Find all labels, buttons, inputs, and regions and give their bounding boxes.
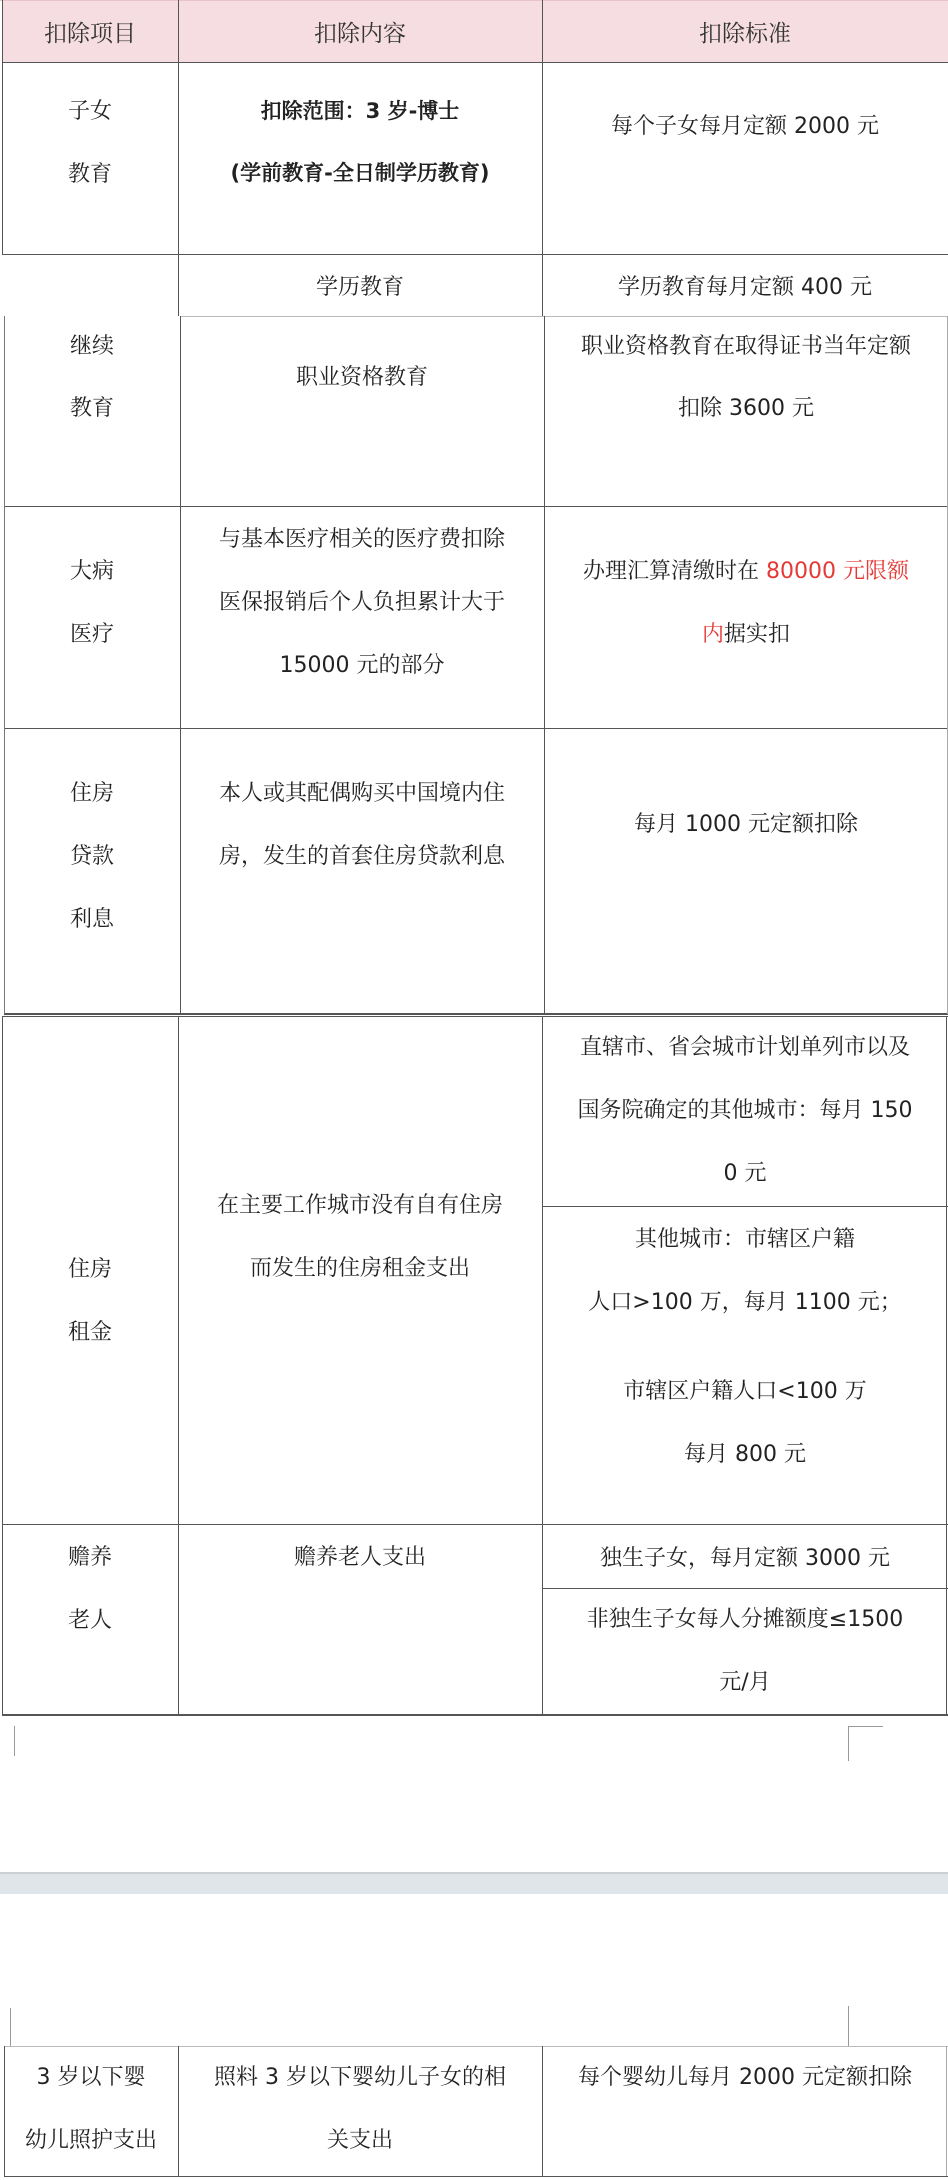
elderly-standard-non-only-child bbox=[542, 1588, 948, 1714]
children-edu-content bbox=[178, 62, 542, 254]
grid-line bbox=[2, 1524, 948, 1525]
continuing-edu-degree-standard-text: 学历教育每月定额 400 元 bbox=[618, 274, 872, 300]
infant-item-line1: 3 岁以下婴 bbox=[36, 2065, 146, 2090]
grid-line bbox=[0, 0, 948, 1]
children-edu-item-line1: 子女 bbox=[67, 99, 112, 124]
grid-line bbox=[4, 728, 948, 729]
children-edu-standard bbox=[542, 62, 948, 254]
medical-standard-line2 bbox=[702, 603, 790, 666]
rent-standard-tier1-line3: 0 元 bbox=[723, 1161, 767, 1186]
medical-standard bbox=[544, 506, 948, 728]
grid-line bbox=[4, 2046, 5, 2176]
medical-content-line1: 与基本医疗相关的医疗费扣除 bbox=[218, 527, 505, 552]
grid-line bbox=[2, 1714, 948, 1716]
grid-line bbox=[4, 316, 5, 1014]
header-col-content bbox=[178, 0, 542, 62]
medical-standard-limit: 80000 元限额 bbox=[766, 559, 909, 584]
infant-content-line1: 照料 3 岁以下婴幼儿子女的相 bbox=[214, 2065, 506, 2090]
grid-line bbox=[542, 0, 543, 316]
infant-item bbox=[4, 2046, 178, 2176]
grid-line bbox=[2, 1016, 948, 1017]
mortgage-content-line2: 房，发生的首套住房贷款利息 bbox=[218, 844, 505, 869]
grid-line bbox=[180, 316, 948, 317]
rent-standard-tier1-line2: 国务院确定的其他城市：每月 150 bbox=[577, 1098, 913, 1123]
continuing-edu-item bbox=[4, 316, 180, 506]
grid-line bbox=[2, 62, 948, 63]
mortgage-content bbox=[180, 728, 544, 1014]
grid-line bbox=[542, 1016, 543, 1716]
children-edu-scope-detail: (学前教育-全日制学历教育) bbox=[230, 161, 490, 185]
grid-line bbox=[178, 0, 179, 316]
mortgage-content-line1: 本人或其配偶购买中国境内住 bbox=[218, 781, 505, 806]
rent-standard-tier1-line1: 直辖市、省会城市计划单列市以及 bbox=[579, 1035, 910, 1060]
page-corner-mark bbox=[848, 1726, 883, 1761]
elderly-item-line2: 老人 bbox=[67, 1608, 112, 1633]
medical-item bbox=[4, 506, 180, 728]
grid-line bbox=[2, 0, 3, 254]
medical-content bbox=[180, 506, 544, 728]
grid-line bbox=[2, 254, 948, 255]
rent-standard-tier2-line3: 市辖区户籍人口<100 万 bbox=[623, 1379, 867, 1404]
page-break-band bbox=[0, 1872, 948, 1894]
continuing-edu-item-line2: 教育 bbox=[69, 396, 114, 421]
elderly-item-line1: 赡养 bbox=[67, 1545, 112, 1570]
rent-content-line1: 在主要工作城市没有自有住房 bbox=[216, 1193, 503, 1218]
grid-line bbox=[946, 2046, 947, 2176]
grid-line bbox=[178, 2046, 179, 2176]
medical-standard-line2-post: 据实扣 bbox=[724, 622, 791, 647]
elderly-standard-non-only-line2: 元/月 bbox=[719, 1670, 771, 1695]
infant-content bbox=[178, 2046, 542, 2176]
grid-line bbox=[2, 1016, 3, 1716]
rent-standard-tier2-line2: 人口>100 万，每月 1100 元； bbox=[588, 1290, 902, 1315]
elderly-item bbox=[2, 1524, 178, 1714]
elderly-standard-only-child bbox=[542, 1524, 948, 1588]
continuing-edu-degree-content bbox=[178, 254, 542, 316]
children-edu-scope: 扣除范围：3 岁-博士 bbox=[260, 99, 460, 123]
children-edu-standard-text: 每个子女每月定额 2000 元 bbox=[611, 114, 879, 139]
grid-line bbox=[4, 2176, 948, 2177]
medical-standard-line2-red: 内 bbox=[701, 622, 724, 647]
page-corner-mark bbox=[848, 2006, 883, 2047]
grid-line bbox=[542, 1588, 948, 1589]
children-edu-item-line2: 教育 bbox=[67, 162, 112, 187]
rent-content-line2: 而发生的住房租金支出 bbox=[249, 1256, 470, 1281]
continuing-edu-vocational-standard bbox=[544, 316, 948, 506]
continuing-edu-vocational-standard-line1: 职业资格教育在取得证书当年定额 bbox=[580, 334, 911, 359]
elderly-standard-non-only-line1: 非独生子女每人分摊额度≤1500 bbox=[586, 1607, 904, 1632]
rent-content bbox=[178, 1016, 542, 1524]
mortgage-item-line3: 利息 bbox=[69, 907, 114, 932]
grid-line bbox=[180, 316, 181, 1014]
header-col-item bbox=[2, 0, 178, 62]
grid-line bbox=[544, 316, 545, 1014]
header-col-standard bbox=[542, 0, 948, 62]
continuing-edu-vocational-label: 职业资格教育 bbox=[295, 365, 428, 390]
elderly-content bbox=[178, 1524, 542, 1714]
header-item-label: 扣除项目 bbox=[44, 20, 136, 47]
grid-line bbox=[946, 1016, 947, 1716]
infant-item-line2: 幼儿照护支出 bbox=[24, 2128, 157, 2153]
header-content-label: 扣除内容 bbox=[314, 20, 406, 47]
rent-item bbox=[2, 1016, 178, 1524]
grid-line bbox=[4, 506, 948, 507]
header-standard-label: 扣除标准 bbox=[699, 20, 791, 47]
continuing-edu-vocational-content bbox=[180, 316, 544, 506]
mortgage-item-line1: 住房 bbox=[69, 781, 114, 806]
mortgage-item bbox=[4, 728, 180, 1014]
medical-content-line3: 15000 元的部分 bbox=[279, 653, 445, 678]
continuing-edu-vocational-standard-line2: 扣除 3600 元 bbox=[678, 396, 814, 421]
rent-item-line1: 住房 bbox=[67, 1257, 112, 1282]
grid-line bbox=[4, 1013, 948, 1015]
infant-standard bbox=[542, 2046, 948, 2176]
medical-standard-line1 bbox=[583, 540, 909, 603]
grid-line bbox=[542, 2046, 543, 2176]
infant-content-line2: 关支出 bbox=[326, 2128, 393, 2153]
mortgage-standard: 每月 1000 元定额扣除 bbox=[634, 812, 858, 837]
grid-line bbox=[4, 2046, 948, 2047]
infant-standard-text: 每个婴幼儿每月 2000 元定额扣除 bbox=[578, 2065, 912, 2090]
children-edu-item bbox=[2, 62, 178, 254]
medical-item-line2: 医疗 bbox=[69, 622, 114, 647]
rent-standard-tier2-line1: 其他城市：市辖区户籍 bbox=[634, 1227, 855, 1252]
grid-line bbox=[542, 1206, 948, 1207]
elderly-standard-only-child-text: 独生子女，每月定额 3000 元 bbox=[600, 1545, 890, 1571]
rent-standard-tier2 bbox=[542, 1206, 948, 1524]
medical-content-line2: 医保报销后个人负担累计大于 bbox=[218, 590, 505, 615]
page-corner-mark bbox=[4, 1726, 15, 1756]
mortgage-item-line2: 贷款 bbox=[69, 844, 114, 869]
medical-item-line1: 大病 bbox=[69, 559, 114, 584]
rent-standard-tier1 bbox=[542, 1016, 948, 1206]
rent-item-line2: 租金 bbox=[67, 1320, 112, 1345]
medical-standard-line1-pre: 办理汇算清缴时在 bbox=[583, 559, 766, 584]
page-corner-mark bbox=[10, 2008, 11, 2046]
rent-standard-tier2-line4: 每月 800 元 bbox=[684, 1442, 806, 1467]
continuing-edu-item-line1: 继续 bbox=[69, 334, 114, 359]
continuing-edu-degree-standard bbox=[542, 254, 948, 316]
elderly-content-text: 赡养老人支出 bbox=[293, 1545, 426, 1570]
continuing-edu-degree-label: 学历教育 bbox=[315, 274, 404, 300]
grid-line bbox=[178, 1016, 179, 1716]
